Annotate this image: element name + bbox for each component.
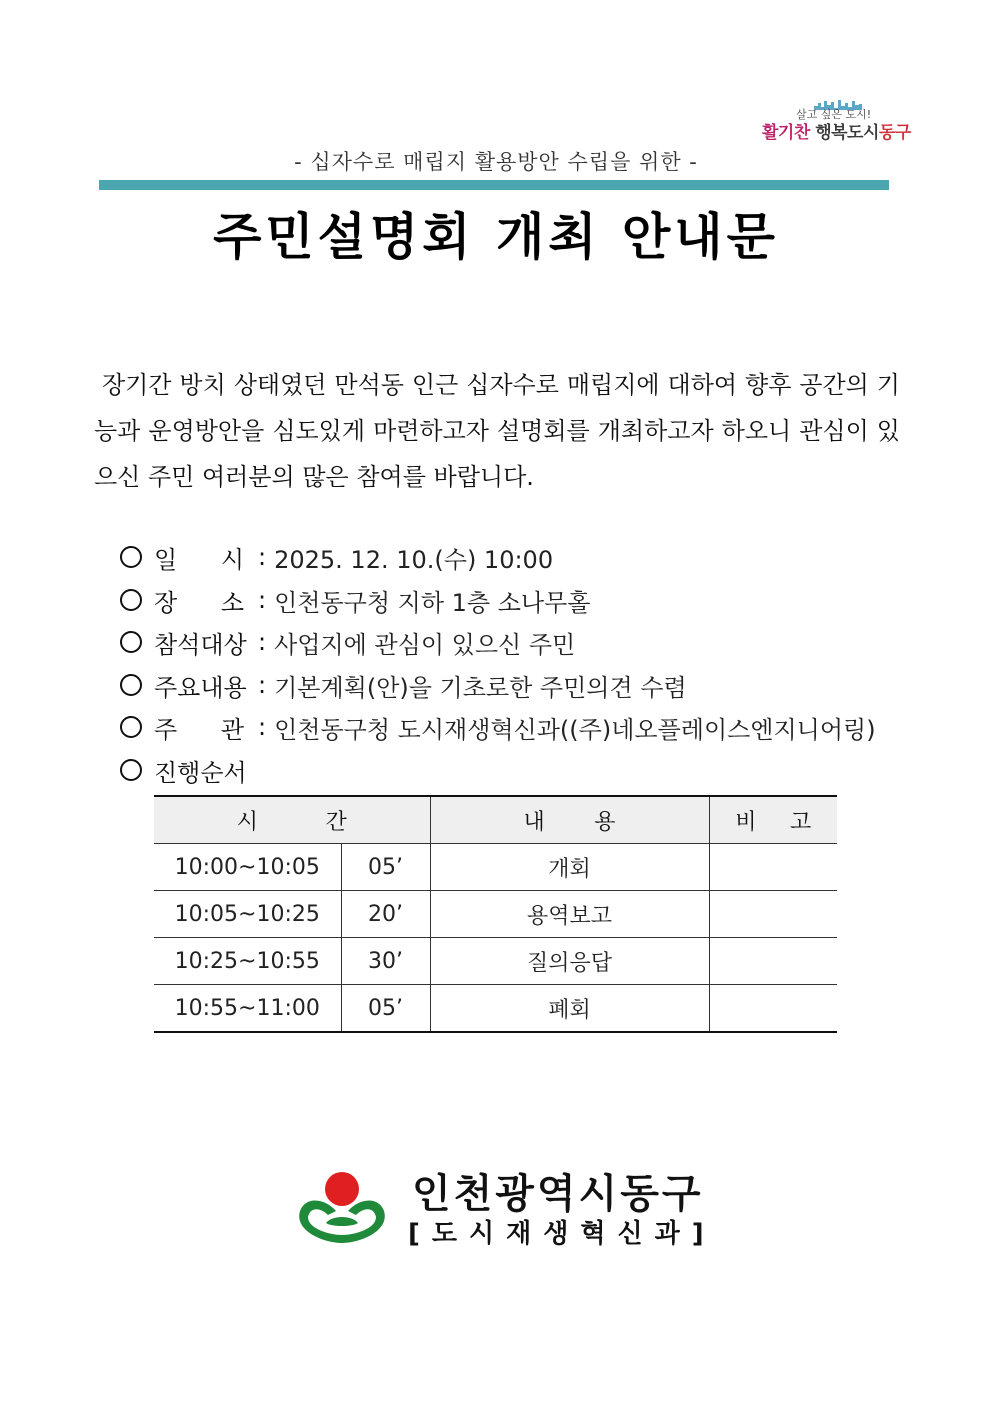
intro-paragraph: [94, 362, 900, 500]
schedule-table: [154, 795, 837, 1033]
cell-note: [709, 985, 837, 1033]
info-label: 일 시: [154, 545, 244, 574]
info-label: 진행순서: [154, 758, 247, 787]
slogan-part-2: 행복도시: [815, 123, 879, 143]
table-header-row: [154, 796, 837, 844]
org-name: 인천광역시동구: [412, 1171, 704, 1217]
circle-bullet-icon: [120, 716, 142, 738]
table-row: [154, 844, 837, 891]
info-value: 인천동구청 지하 1층 소나무홀: [274, 588, 591, 617]
slogan-small-text: 살고 싶은 도시!: [796, 108, 872, 121]
info-datetime: [120, 537, 553, 577]
colon: :: [258, 586, 267, 614]
colon: :: [258, 671, 267, 699]
slogan-part-3: 동구: [878, 123, 911, 143]
cell-content: 질의응답: [430, 938, 709, 985]
header-time: 시 간: [154, 796, 430, 844]
info-audience: [120, 622, 575, 662]
info-content: [120, 665, 687, 705]
circle-bullet-icon: [120, 546, 142, 568]
table-row: [154, 938, 837, 985]
cell-note: [709, 844, 837, 891]
colon: :: [258, 543, 267, 571]
colon: :: [258, 713, 267, 741]
info-value: 기본계획(안)을 기초로한 주민의견 수렴: [274, 673, 687, 702]
header-content: 내 용: [430, 796, 709, 844]
cell-duration: 20’: [341, 891, 430, 938]
info-value: 사업지에 관심이 있으신 주민: [274, 630, 576, 659]
cell-time: 10:25~10:55: [154, 938, 341, 985]
circle-bullet-icon: [120, 589, 142, 611]
cell-content: 용역보고: [430, 891, 709, 938]
circle-bullet-icon: [120, 631, 142, 653]
info-label: 참석대상: [154, 630, 247, 659]
slogan-main-text: [762, 118, 911, 143]
slogan-logo: [758, 96, 911, 144]
cell-content: 개회: [430, 844, 709, 891]
city-emblem-icon: [296, 1165, 388, 1245]
cell-duration: 05’: [341, 844, 430, 891]
cell-duration: 30’: [341, 938, 430, 985]
info-order: [120, 750, 258, 790]
info-label: 장 소: [154, 588, 244, 617]
subtitle: - 십자수로 매립지 활용방안 수립을 위한 -: [294, 150, 698, 174]
info-label: 주 관: [154, 715, 244, 744]
cell-content: 폐회: [430, 985, 709, 1033]
cell-note: [709, 891, 837, 938]
info-value: 2025. 12. 10.(수) 10:00: [274, 545, 554, 574]
info-label: 주요내용: [154, 673, 247, 702]
intro-text: 장기간 방치 상태였던 만석동 인근 십자수로 매립지에 대하여 향후 공간의 기능과 운영방안을 심도있게 마련하고자 설명회를 개최하고자 하오니 관심이 있으신 주민 여러분의 많은 참여를 바랍니다.: [94, 371, 900, 491]
table-row: [154, 891, 837, 938]
info-value: 인천동구청 도시재생혁신과((주)네오플레이스엔지니어링): [274, 715, 876, 744]
circle-bullet-icon: [120, 759, 142, 781]
info-place: [120, 580, 590, 620]
cell-duration: 05’: [341, 985, 430, 1033]
cell-time: 10:05~10:25: [154, 891, 341, 938]
page-title: 주민설명회 개최 안내문: [213, 208, 779, 266]
cell-time: 10:55~11:00: [154, 985, 341, 1033]
title-accent-bar: [99, 180, 889, 190]
info-host: [120, 707, 876, 747]
org-department: [도시재생혁신과]: [408, 1219, 716, 1249]
table-row: [154, 985, 837, 1033]
header-note: 비 고: [709, 796, 837, 844]
cell-note: [709, 938, 837, 985]
slogan-part-1: 활기찬: [762, 123, 810, 143]
cell-time: 10:00~10:05: [154, 844, 341, 891]
circle-bullet-icon: [120, 674, 142, 696]
colon: :: [258, 628, 267, 656]
